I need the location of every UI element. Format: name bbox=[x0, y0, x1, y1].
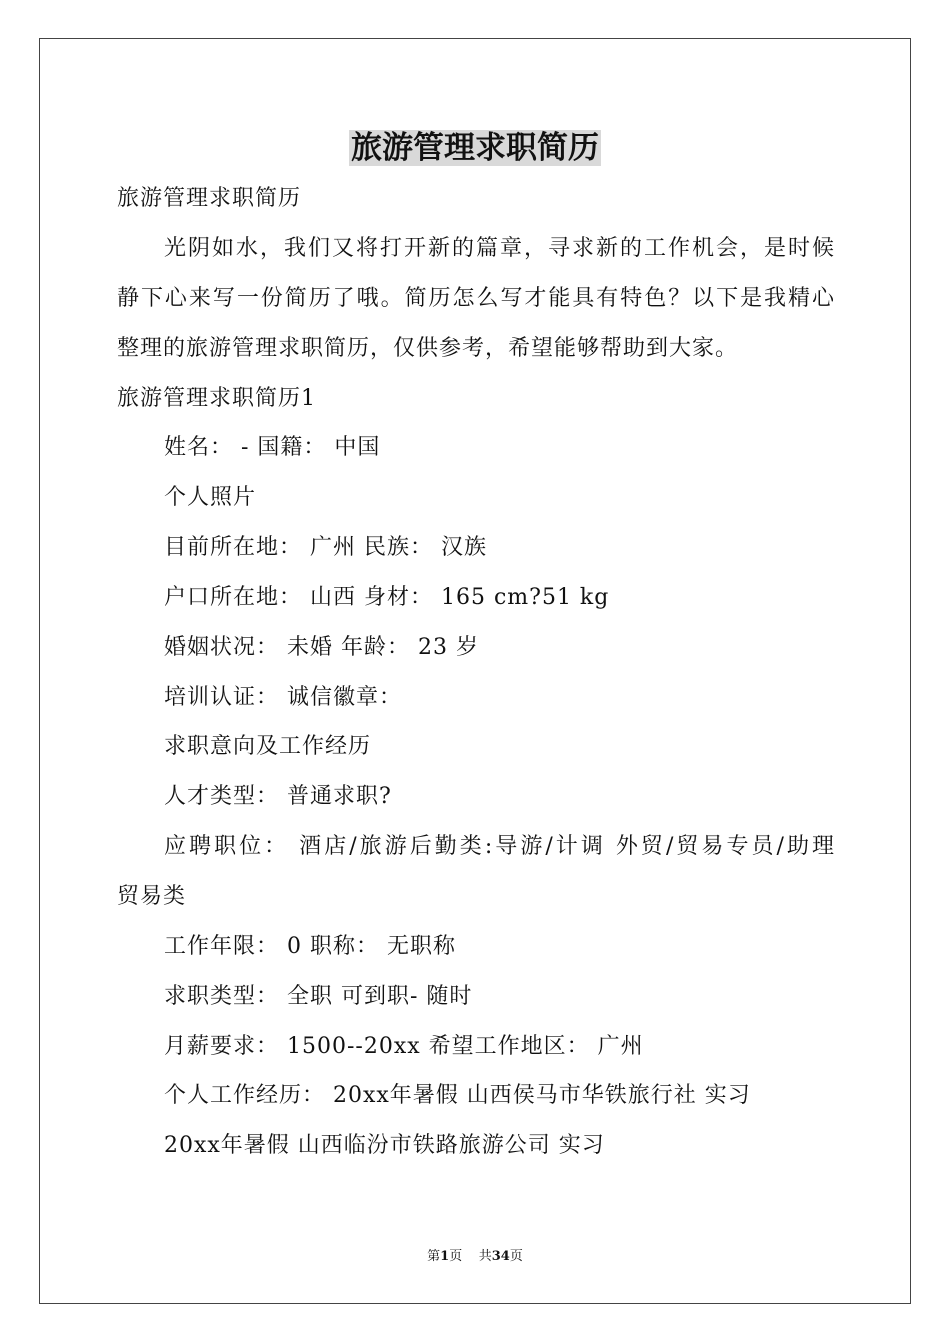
intro-line-2: 静下心来写一份简历了哦。简历怎么写才能具有特色？以下是我精心 bbox=[117, 286, 835, 311]
field-work-experience-2: 20xx年暑假 山西临汾市铁路旅游公司 实习 bbox=[164, 1133, 605, 1158]
field-job-type: 求职类型： 全职 可到职- 随时 bbox=[164, 984, 473, 1009]
footer-current-page: 1 bbox=[440, 1249, 450, 1264]
page-footer bbox=[0, 1247, 950, 1267]
intro-line-1: 光阴如水，我们又将打开新的篇章，寻求新的工作机会，是时候 bbox=[164, 236, 835, 261]
page-border bbox=[39, 38, 911, 1304]
field-photo: 个人照片 bbox=[164, 485, 257, 510]
field-name-nationality: 姓名： - 国籍： 中国 bbox=[164, 435, 381, 460]
field-salary-location: 月薪要求： 1500--20xx 希望工作地区： 广州 bbox=[164, 1034, 644, 1059]
field-hukou-height: 户口所在地： 山西 身材： 165 cm?51 kg bbox=[164, 585, 610, 610]
footer-page-unit: 页 bbox=[449, 1249, 463, 1264]
field-marital-age: 婚姻状况： 未婚 年龄： 23 岁 bbox=[164, 635, 479, 660]
field-talent-type: 人才类型： 普通求职? bbox=[164, 784, 392, 809]
field-experience-years: 工作年限： 0 职称： 无职称 bbox=[164, 934, 456, 959]
footer-total-pages: 34 bbox=[491, 1249, 510, 1264]
field-location-ethnicity: 目前所在地： 广州 民族： 汉族 bbox=[164, 535, 487, 560]
footer-prefix: 第 bbox=[427, 1249, 441, 1264]
footer-total-prefix: 共 bbox=[478, 1249, 492, 1264]
field-position-line-2: 贸易类 bbox=[117, 884, 187, 909]
document-title-text: 旅游管理求职简历 bbox=[351, 130, 599, 166]
field-position-line-1: 应聘职位： 酒店/旅游后勤类:导游/计调 外贸/贸易专员/助理 bbox=[164, 834, 835, 859]
document-title bbox=[0, 126, 950, 170]
footer-total-suffix: 页 bbox=[509, 1249, 523, 1264]
intro-line-3: 整理的旅游管理求职简历，仅供参考，希望能够帮助到大家。 bbox=[117, 336, 739, 361]
document-subtitle: 旅游管理求职简历 bbox=[117, 186, 302, 211]
field-work-experience-1: 个人工作经历： 20xx年暑假 山西侯马市华铁旅行社 实习 bbox=[164, 1083, 751, 1108]
field-training: 培训认证： 诚信徽章： bbox=[164, 685, 402, 710]
intent-heading: 求职意向及工作经历 bbox=[164, 734, 372, 759]
section-heading: 旅游管理求职简历1 bbox=[117, 386, 316, 411]
